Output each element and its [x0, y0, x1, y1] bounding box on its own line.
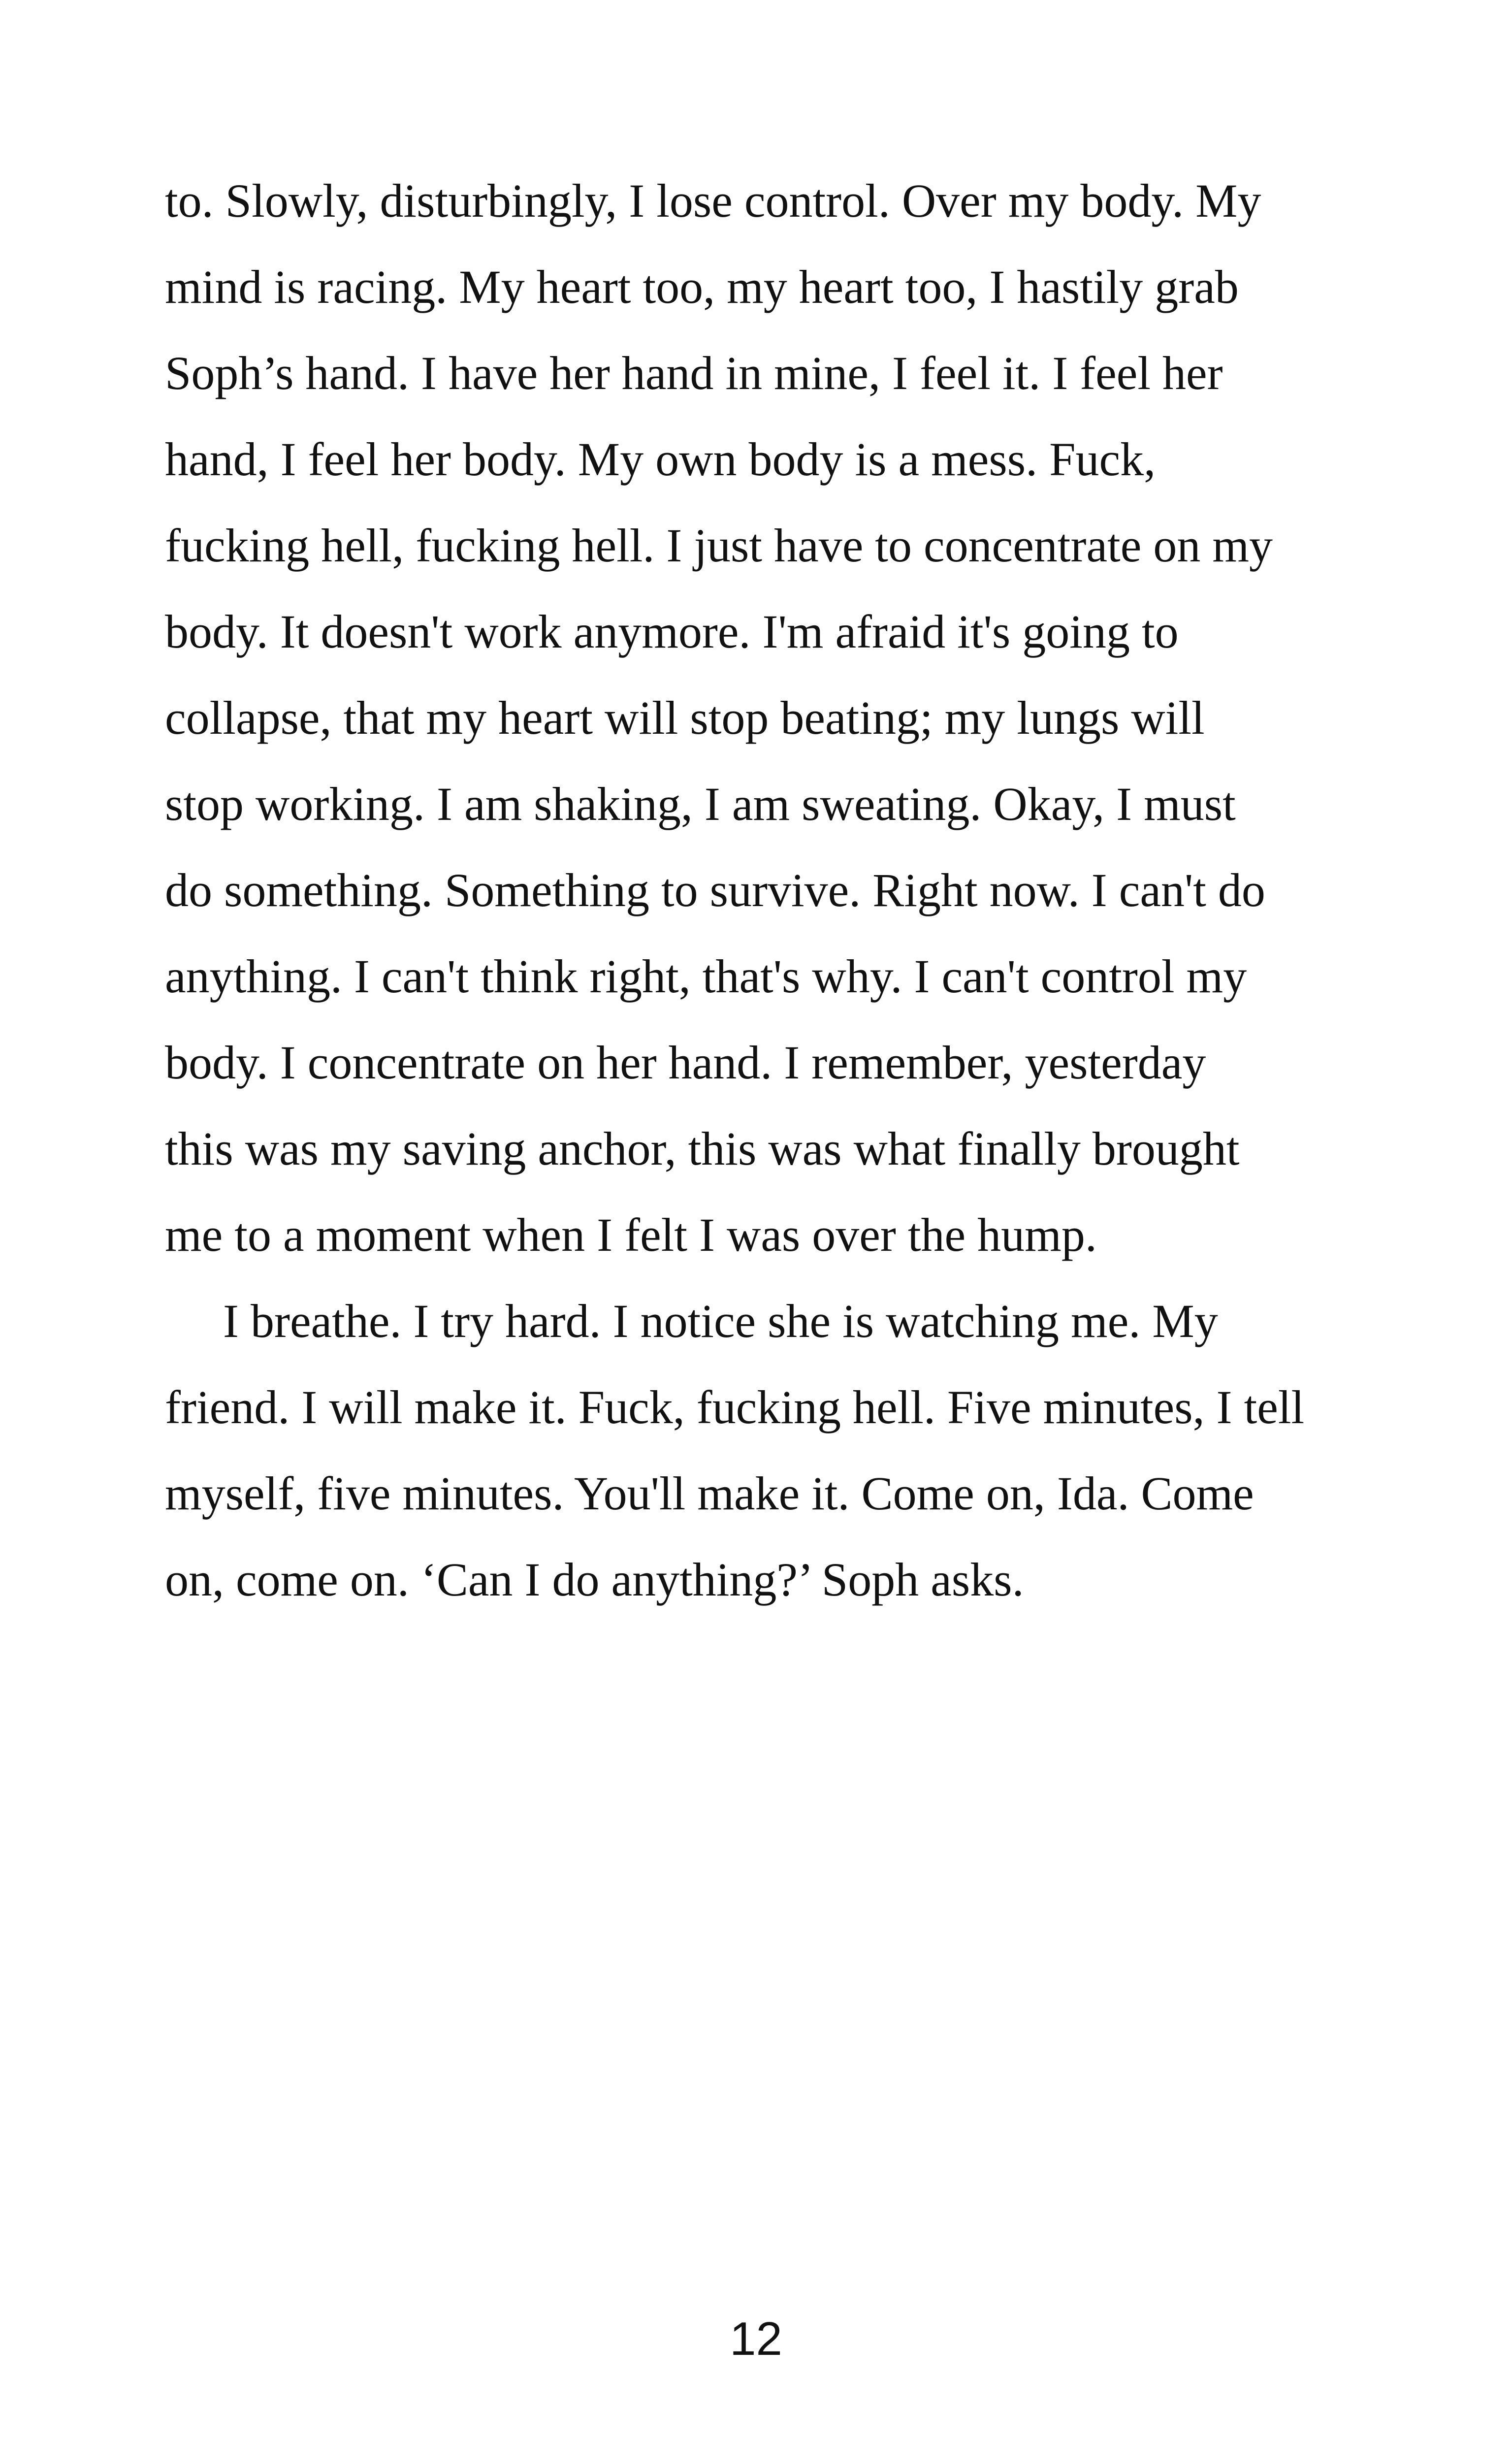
text-line: stop working. I am shaking, I am sweating. Okay, I must: [165, 778, 1236, 830]
text-line: collapse, that my heart will stop beating; my lungs will: [165, 691, 1205, 744]
page-number: 12: [730, 2313, 782, 2365]
text-line: this was my saving anchor, this was what finally brought: [165, 1122, 1240, 1175]
text-line: Soph’s hand. I have her hand in mine, I feel it. I feel her: [165, 347, 1223, 399]
text-line: do something. Something to survive. Right now. I can't do: [165, 864, 1265, 916]
text-line: myself, five minutes. You'll make it. Come on, Ida. Come: [165, 1467, 1254, 1520]
text-line: body. It doesn't work anymore. I'm afraid it's going to: [165, 605, 1179, 658]
text-line: anything. I can't think right, that's why. I can't control my: [165, 950, 1247, 1003]
body-text: [165, 158, 1366, 1623]
text-line: mind is racing. My heart too, my heart too, I hastily grab: [165, 261, 1239, 313]
text-line: me to a moment when I felt I was over the hump.: [165, 1208, 1097, 1261]
paragraph-first-line: I breathe. I try hard. I notice she is watching me. My: [223, 1295, 1218, 1347]
text-line: friend. I will make it. Fuck, fucking hell. Five minutes, I tell: [165, 1381, 1305, 1433]
text-line: hand, I feel her body. My own body is a mess. Fuck,: [165, 433, 1156, 486]
text-line: to. Slowly, disturbingly, I lose control. Over my body. My: [165, 174, 1261, 227]
text-line: on, come on. ‘Can I do anything?’ Soph asks.: [165, 1553, 1024, 1606]
text-line: fucking hell, fucking hell. I just have to concentrate on my: [165, 519, 1273, 572]
text-line: body. I concentrate on her hand. I remember, yesterday: [165, 1036, 1206, 1089]
